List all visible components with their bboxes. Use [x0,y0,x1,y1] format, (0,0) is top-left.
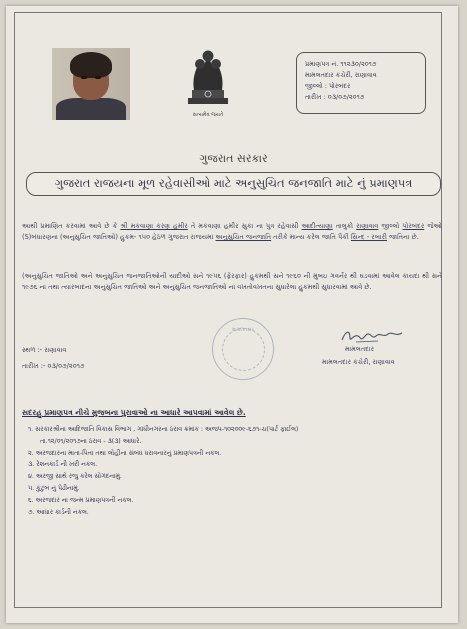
taluka-prefix: તાલુકો [335,222,354,230]
residence-prefix: રહેવાસી [277,222,299,230]
list-item: ૨. અરજદારના માતા-પિતા તથા લોહીના સંબંધ ધરાવનારનું પ્રમાણપત્રની નકલ. [28,449,222,457]
officer-title: મામલતદાર [345,345,374,353]
taluka-name: રાણાવાવ [356,222,379,230]
date-label: તારીખ :- ૦૩/૦૭/૨૦૧૭ [22,362,85,370]
official-seal [212,318,274,380]
village-name: આદીત્યાણા [301,222,333,230]
certificate-body-paragraph [22,221,442,244]
issuing-office: મામલતદાર કચેરી, રાણાવાવ [305,71,377,79]
list-item: ૪. અરજી સાથે રજુ કરેલ સોગંદનામું. [28,473,122,481]
certificate-info-box [296,52,426,114]
list-item: ૭. આધાર કાર્ડની નકલ. [28,508,89,516]
list-item: તા.૧૨/૦૧/૨૦૧૭ના ઠરાવ - ૩(૩) આધારે. [40,437,142,445]
legal-reference-paragraph: (અનુસુચિત જાતિઓ અને અનુસુચિત જનજાતિઓની યાદીઓ સને ૧૯૫૬ (ફેરફાર) હુકમથી સને ૧૯૬૦ ની મુંબઇ ગવર્નર થી ઘડવામાં આવેલ કાયદા થી સને ૧૯૭૬ ના તથા ત્યારબાદના અનુસુચિત જાતિઓ અને અનુસુચિત જનજાતિઓ ના વખતોવખતના સુધારેલા હુકમથી સુધારવામાં આવે છે. [22,272,442,292]
officer-office: મામલતદાર કચેરી, રાણાવાવ [322,358,395,366]
evidence-list [28,424,438,518]
list-item: ૩. રેશનકાર્ડ ની ખરી નકલ. [28,461,98,469]
emblem-label: સત્યમેવ જયતે [192,112,224,118]
state-emblem-icon [178,44,238,108]
issuer-heading: ગુજરાત સરકાર [199,152,268,165]
list-item: ૧. સરકારશ્રીના આદિજાતિ વિકાસ વિભાગ , ગાંધીનગરના ઠરાવ ક્રમાંક : અજપ-૧૦૨૦૦૯-૬૭૧-ચ(પાર્ટ ફાઈલ) [28,426,299,433]
son-of: તે મકવાણા હમીર સુકા ના પુત્ર [190,222,275,230]
certificate-date: તારીખ : ૦૩/૦૭/૨૦૧૭ [305,93,365,101]
certificate-number: પ્રમાણપત્ર નં. ૧૧૨૩૦/૨૦૧૭ [305,60,377,68]
district-label: જીલ્લો : પોરબંદર [305,82,351,90]
seal-text: મામલતદાર [232,327,254,333]
para-end: જાતિના છે. [389,233,419,242]
officer-signature [338,326,408,346]
place-label: સ્થળ :- રાણાવાવ [22,346,67,354]
para-prefix: આથી પ્રમાણિત કરવામાં આવે છે કે [22,222,118,230]
applicant-photo [52,48,130,120]
person-name: શ્રી મકવાણા કરણ હમીર [120,222,188,230]
para-rest: જેઓ (S)બંધારણના (અનુસુચિત જાતિઓ) હુકમ- ૧૫૦ હેઠળ ગુજરાત રાજયમાં [22,222,442,242]
district-name: પોરબંદર [402,222,425,230]
certificate-title: ગુજરાત રાજયના મૂળ રહેવાસીઓ માટે અનુસુચિત જનજાતિ માટે નું પ્રમાણપત્ર [26,172,441,196]
tribe-name: સિન્દ્ - રબારી [350,233,387,242]
list-item: ૫. કુટુંબ નું પેઢીનામું. [28,484,80,492]
recognized-category: અનુસુચિત જનજાતિ [215,233,272,242]
district-prefix: જીલ્લો [381,222,400,230]
as-caste: તરીકે માન્ય કરેલ જાતિ પૈકી [273,233,349,242]
evidence-heading: સદરહુ પ્રમાણપત્ર નીચે મુજબના પુરાવાઓ ના આધારે આપવામાં આવેલ છે. [22,408,246,417]
list-item: ૬. અરજદાર ના જન્મ પ્રમાણપત્રની નકલ. [28,496,134,504]
